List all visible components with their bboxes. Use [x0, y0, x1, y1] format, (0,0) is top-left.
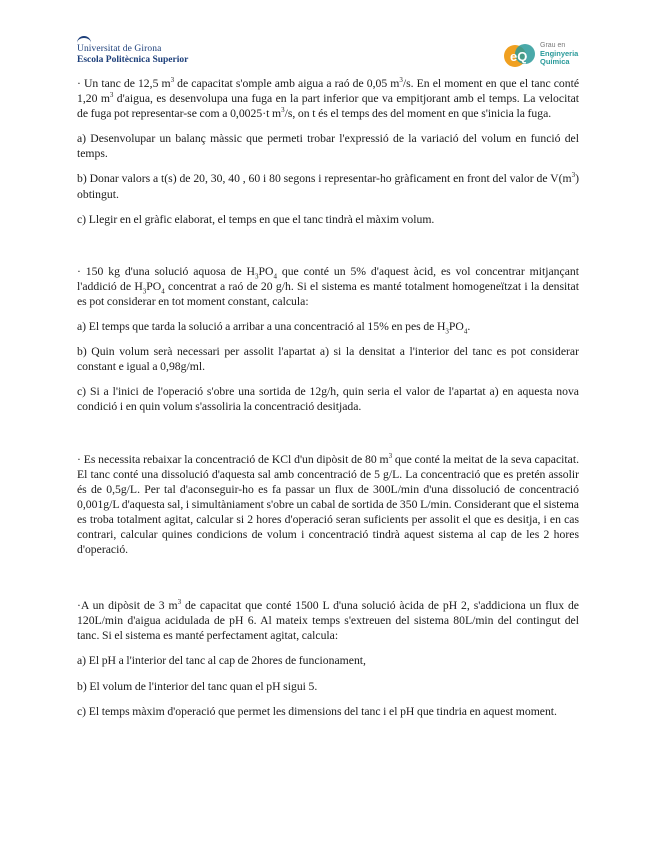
eq-logo-icon [503, 40, 537, 72]
document-body [77, 76, 579, 729]
problem-2-part-a: a) El temps que tarda la solució a arribar a una concentració al 15% en pes de $H_3PO_4$. [77, 320, 471, 336]
problem-4-part-b: b) El volum de l'interior del tanc quan el pH sigui 5. [77, 679, 318, 693]
degree-logo [503, 40, 593, 74]
degree-line-2: Enginyeria [540, 49, 579, 58]
problem-2-part-b: b) Quin volum serà necessari per assolit l'apartat a) si la densitat a l'interior del tanc es pot considerar constant e igual a 0,98g/ml. [77, 345, 579, 374]
spacer [77, 425, 579, 452]
spacer [77, 567, 579, 598]
page-header [0, 0, 655, 80]
problem-2-statement: · 150 kg d'una solució aquosa de $H_3PO_4$ que conté un 5% d'aquest àcid, es vol concentrar mitjançant l'addició de $H_3PO_4$ concentrat a raó de 20 g/h. Si el sistema es manté totalment homogeneïtzat i la densitat es pot considerar en tot moment constant, calcula: [77, 264, 579, 308]
problem-4-part-a: a) El pH a l'interior del tanc al cap de 2hores de funcionament, [77, 654, 366, 668]
problem-4-statement: ·A un dipòsit de 3 $m^3$ de capacitat que conté 1500 L d'una solució àcida de pH 2, s'addiciona un flux de 120L/min d'aigua acidulada de pH 6. Al mateix temps s'extreuen del sistema 80L/min del contingut del tanc. Si el sistema es manté perfectament agitat, calcula: [77, 598, 579, 643]
degree-line-1: Grau en [540, 42, 566, 49]
problem-1-part-b: b) Donar valors a t(s) de 20, 30, 40 , 60 i 80 segons i representar-ho gràficament en front del valor de $V(m^3)$ obtingut. [77, 171, 579, 201]
eq-mark-text: eQ [510, 49, 528, 64]
problem-1-part-c: c) Llegir en el gràfic elaborat, el temps en que el tanc tindrà el màxim volum. [77, 212, 435, 226]
degree-line-3: Química [540, 57, 570, 66]
degree-name [540, 42, 578, 66]
university-name: Universitat de Girona [77, 44, 162, 54]
school-name: Escola Politècnica Superior [77, 55, 189, 65]
problem-3-statement: · Es necessita rebaixar la concentració de KCl d'un dipòsit de 80 $m^3$ que conté la meitat de la seva capacitat. El tanc conté una dissolució d'aquesta sal amb concentració de 5 g/L. La concentració que es pretén assolir és de 0,5g/L. Per tal d'aconseguir-ho es fa passar un flux de 300L/min d'una dissolució de concentració 0,001g/L d'aquesta sal, i simultàniament s'obre un cabal de sortida de 350 L/min. Considerant que el sistema es troba totalment agitat, calcular si 2 hores d'operació seran suficients per assolit el que es desitja, i en cas contrari, calcular quines condicions de volum i concentració tindrà aquest sistema al cap de les 2 hores d'operació. [77, 451, 579, 557]
spacer [77, 237, 579, 264]
problem-1-statement: · Un tanc de 12,5 $m^3$ de capacitat s'omple amb aigua a raó de 0,05 $m^3/s$. En el moment en que el tanc conté 1,20 $m^3$ d'aigua, es desenvolupa una fuga en la part inferior que va empitjorant amb el temps. La velocitat de fuga pot representar-se com a 0,0025·t $m^3/s$, on t és el temps des del moment en que s'inicia la fuga. [77, 76, 580, 121]
problem-1-part-a: a) Desenvolupar un balanç màssic que permeti trobar l'expressió de la variació del volum en funció del temps. [77, 132, 579, 161]
problem-4-part-c: c) El temps màxim d'operació que permet les dimensions del tanc i el pH que tindria en aquest moment. [77, 704, 557, 718]
university-emblem-icon [77, 36, 91, 44]
problem-2-part-c: c) Si a l'inici de l'operació s'obre una sortida de 12g/h, quin seria el valor de l'apartat a) en aquesta nova condició i en quin volum s'assoliria la concentració desitjada. [77, 385, 579, 414]
